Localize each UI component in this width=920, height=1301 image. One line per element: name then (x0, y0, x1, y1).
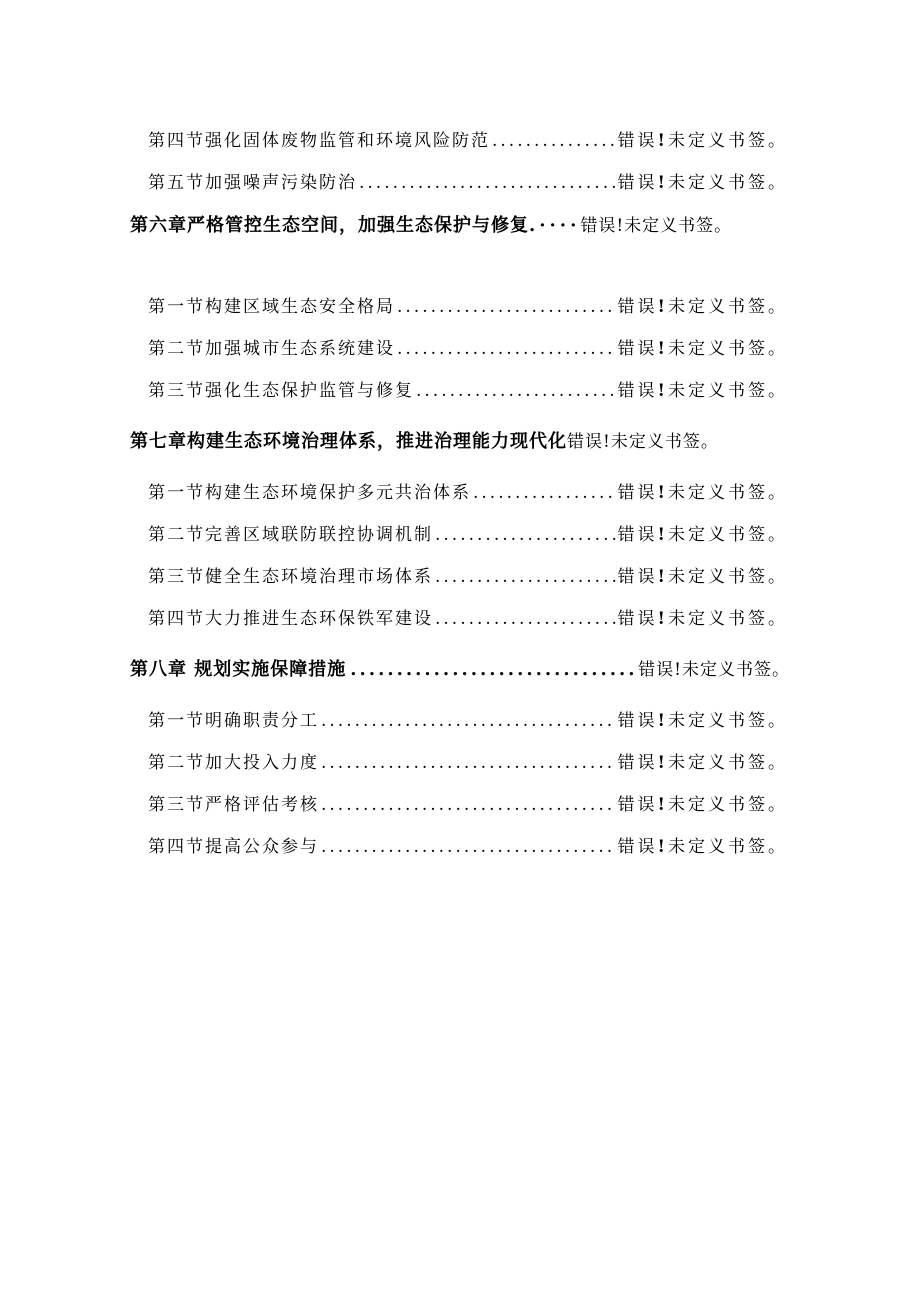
toc-page-ref: 错误!未定义书签。 (617, 609, 788, 629)
toc-page-ref: 错误!未定义书签。 (617, 483, 788, 503)
toc-leader-dots (321, 753, 616, 773)
toc-leader-dots (435, 609, 616, 629)
toc-page-ref: 错误!未定义书签。 (638, 660, 790, 680)
toc-entry-label: 第三节严格评估考核 (148, 795, 319, 815)
toc-leader-dots (435, 567, 616, 587)
toc-entry-label: 第二节加大投入力度 (148, 753, 319, 773)
toc-entry-ch7-sec3[interactable] (148, 562, 788, 587)
toc-page-ref: 错误!未定义书签。 (617, 567, 788, 587)
toc-chapter-7[interactable] (130, 427, 790, 453)
toc-leader-dots: .···· (529, 215, 581, 236)
toc-chapter-8[interactable] (130, 655, 790, 681)
toc-entry-ch7-sec1[interactable] (148, 478, 788, 503)
toc-entry-label: 第四节大力推进生态环保铁军建设 (148, 609, 433, 629)
toc-entry-ch8-sec4[interactable] (148, 832, 788, 857)
toc-entry-label: 第一节构建生态环境保护多元共治体系 (148, 483, 471, 503)
toc-entry-label: 第三节健全生态环境治理市场体系 (148, 567, 433, 587)
toc-entry-ch6-sec3[interactable] (148, 376, 788, 401)
toc-entry-label: 第四节强化固体废物监管和环境风险防范 (148, 131, 490, 151)
toc-chapter-label: 第八章 规划实施保障措施 (130, 659, 347, 680)
toc-entry-label: 第四节提高公众参与 (148, 837, 319, 857)
toc-page-ref: 错误!未定义书签。 (617, 131, 788, 151)
toc-entry-ch8-sec3[interactable] (148, 790, 788, 815)
toc-leader-dots (416, 381, 616, 401)
toc-chapter-label: 第七章构建生态环境治理体系，推进治理能力现代化 (130, 431, 567, 452)
toc-leader-dots (321, 795, 616, 815)
toc-leader-dots (350, 659, 634, 680)
toc-entry-ch6-sec1[interactable] (148, 292, 788, 317)
toc-page-ref: 错误!未定义书签。 (617, 297, 788, 317)
toc-entry-ch7-sec4[interactable] (148, 604, 788, 629)
toc-page-ref: 错误!未定义书签。 (617, 711, 788, 731)
toc-page-ref: 错误!未定义书签。 (580, 216, 733, 236)
toc-page-ref: 错误!未定义书签。 (617, 339, 788, 359)
toc-entry-label: 第三节强化生态保护监管与修复 (148, 381, 414, 401)
toc-leader-dots (397, 339, 616, 359)
toc-leader-dots (435, 525, 616, 545)
toc-page-ref: 错误!未定义书签。 (617, 795, 788, 815)
toc-entry-ch5-sec4[interactable] (148, 126, 788, 151)
toc-entry-label: 第二节加强城市生态系统建设 (148, 339, 395, 359)
toc-page-ref: 错误!未定义书签。 (617, 837, 788, 857)
toc-leader-dots (321, 711, 616, 731)
toc-page-ref: 错误!未定义书签。 (617, 173, 788, 193)
toc-entry-ch6-sec2[interactable] (148, 334, 788, 359)
toc-entry-ch7-sec2[interactable] (148, 520, 788, 545)
toc-page-ref: 错误!未定义书签。 (617, 753, 788, 773)
toc-entry-label: 第一节构建区域生态安全格局 (148, 297, 395, 317)
toc-page-ref: 错误!未定义书签。 (617, 381, 788, 401)
toc-leader-dots (321, 837, 616, 857)
toc-page-ref: 错误!未定义书签。 (617, 525, 788, 545)
toc-leader-dots (359, 173, 616, 193)
toc-chapter-6[interactable] (130, 214, 810, 238)
toc-entry-label: 第二节完善区域联防联控协调机制 (148, 525, 433, 545)
toc-entry-ch8-sec1[interactable] (148, 706, 788, 731)
toc-chapter-label: 第六章严格管控生态空间，加强生态保护与修复 (130, 215, 529, 236)
toc-entry-label: 第一节明确职责分工 (148, 711, 319, 731)
toc-page-ref: 错误!未定义书签。 (567, 432, 719, 452)
toc-leader-dots (492, 131, 616, 151)
toc-entry-ch8-sec2[interactable] (148, 748, 788, 773)
toc-leader-dots (397, 297, 616, 317)
toc-leader-dots (473, 483, 616, 503)
toc-entry-ch5-sec5[interactable] (148, 168, 788, 193)
toc-entry-label: 第五节加强噪声污染防治 (148, 173, 357, 193)
